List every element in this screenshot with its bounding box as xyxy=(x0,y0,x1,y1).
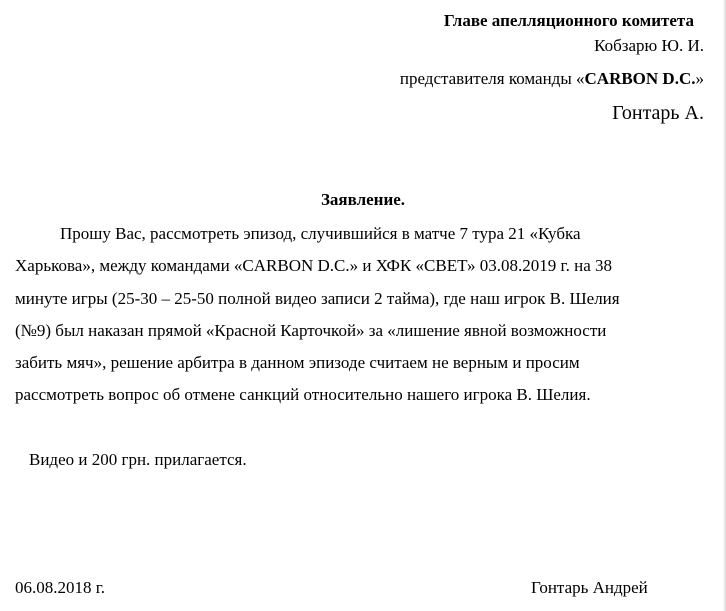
addressee-name: Кобзарю Ю. И. xyxy=(594,36,704,55)
signature-name: Гонтарь Андрей xyxy=(531,578,648,597)
sender-team: CARBON D.C. xyxy=(584,69,696,88)
body-line: забить мяч», решение арбитра в данном эпизоде считаем не верным и просим xyxy=(15,353,580,373)
body-line: Прошу Вас, рассмотреть эпизод, случившийся в матче 7 тура 21 «Кубка xyxy=(60,224,581,243)
sender-name: Гонтарь А. xyxy=(612,102,704,124)
addressee-title: Главе апелляционного комитета xyxy=(443,11,694,30)
sender-prefix: представителя команды « xyxy=(399,69,585,88)
body-line: минуте игры (25-30 – 25-50 полной видео записи 2 тайма), где наш игрок В. Шелия xyxy=(15,288,620,308)
document-date: 06.08.2018 г. xyxy=(15,578,106,597)
body-line: (№9) был наказан прямой «Красной Карточкой» за «лишение явной возможности xyxy=(15,320,607,340)
document-title: Заявление. xyxy=(320,190,406,209)
sender-suffix: » xyxy=(695,69,704,88)
attachment-note: Видео и 200 грн. прилагается. xyxy=(29,450,247,469)
document-body xyxy=(15,218,705,412)
body-line: рассмотреть вопрос об отмене санкций относительно нашего игрока В. Шелия. xyxy=(15,385,591,405)
body-line: Харькова», между командами «CARBON D.C.» и ХФК «СВЕТ» 03.08.2019 г. на 38 xyxy=(15,256,612,276)
sender-line xyxy=(400,69,704,89)
